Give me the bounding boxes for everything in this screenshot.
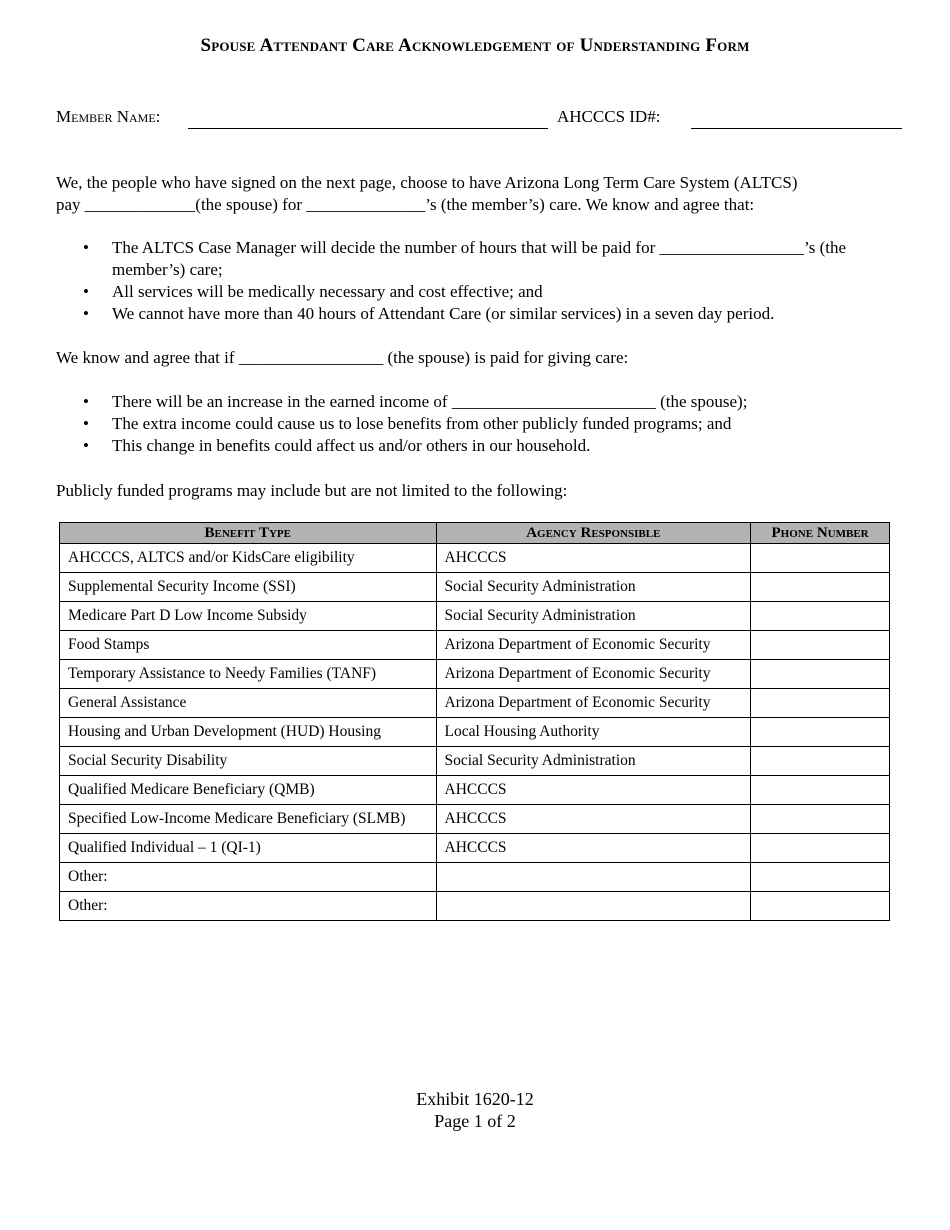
consequence-list [56,391,896,457]
benefit-type-cell: Supplemental Security Income (SSI) [60,573,437,602]
exhibit-number: Exhibit 1620-12 [416,1089,534,1109]
agency-cell: Local Housing Authority [436,718,751,747]
phone-cell[interactable] [751,747,890,776]
agency-cell: Arizona Department of Economic Security [436,660,751,689]
list-item: • This change in benefits could affect us and/or others in our household. [56,435,896,457]
table-row [60,660,890,689]
header-agency-responsible: Agency Responsible [436,523,751,544]
list-item: • The ALTCS Case Manager will decide the number of hours that will be paid for _________________’s (the member’s) care; [56,237,896,281]
benefit-type-cell: Medicare Part D Low Income Subsidy [60,602,437,631]
page-title: Spouse Attendant Care Acknowledgement of Understanding Form [200,35,750,56]
agency-cell: Social Security Administration [436,602,751,631]
agency-cell: AHCCCS [436,544,751,573]
phone-cell[interactable] [751,544,890,573]
table-row [60,776,890,805]
table-row [60,863,890,892]
phone-cell[interactable] [751,776,890,805]
phone-cell[interactable] [751,631,890,660]
agency-cell: AHCCCS [436,776,751,805]
ahcccs-id-label: AHCCCS ID#: [557,107,661,126]
phone-cell[interactable] [751,863,890,892]
benefit-type-cell: Specified Low-Income Medicare Beneficiary (SLMB) [60,805,437,834]
benefit-type-cell: Qualified Individual – 1 (QI-1) [60,834,437,863]
intro-line-1: We, the people who have signed on the next page, choose to have Arizona Long Term Care System (ALTCS) [56,173,798,192]
agency-cell: AHCCCS [436,805,751,834]
phone-cell[interactable] [751,892,890,921]
list-item: • All services will be medically necessary and cost effective; and [56,281,896,303]
phone-cell[interactable] [751,834,890,863]
table-row [60,689,890,718]
agreement-list [56,237,896,325]
agency-cell: Social Security Administration [436,573,751,602]
header-phone-number: Phone Number [751,523,890,544]
list-item: • The extra income could cause us to lose benefits from other publicly funded programs; and [56,413,896,435]
table-row [60,892,890,921]
benefit-type-cell[interactable]: Other: [60,892,437,921]
benefit-type-cell[interactable]: Other: [60,863,437,892]
agency-cell: AHCCCS [436,834,751,863]
agency-cell[interactable] [436,892,751,921]
ahcccs-id-field[interactable] [691,128,902,129]
phone-cell[interactable] [751,573,890,602]
member-name-field[interactable] [188,128,548,129]
benefit-type-cell: Qualified Medicare Beneficiary (QMB) [60,776,437,805]
phone-cell[interactable] [751,718,890,747]
table-row [60,602,890,631]
table-row [60,544,890,573]
benefit-type-cell: Temporary Assistance to Needy Families (TANF) [60,660,437,689]
footer [0,1088,950,1132]
table-row [60,573,890,602]
know-agree-paragraph: We know and agree that if _________________ (the spouse) is paid for giving care: [56,348,629,367]
benefit-type-cell: General Assistance [60,689,437,718]
list-item: • There will be an increase in the earned income of ________________________ (the spouse); [56,391,896,413]
member-name-label: Member Name: [56,107,161,126]
table-row [60,747,890,776]
agency-cell: Social Security Administration [436,747,751,776]
agency-cell: Arizona Department of Economic Security [436,689,751,718]
table-row [60,834,890,863]
header-benefit-type: Benefit Type [60,523,437,544]
table-row [60,718,890,747]
table-row [60,805,890,834]
intro-line-2: pay _____________(the spouse) for ______________’s (the member’s) care. We know and agree that: [56,195,755,214]
phone-cell[interactable] [751,689,890,718]
table-row [60,631,890,660]
benefit-type-cell: Housing and Urban Development (HUD) Housing [60,718,437,747]
programs-intro: Publicly funded programs may include but are not limited to the following: [56,481,568,500]
phone-cell[interactable] [751,660,890,689]
benefit-type-cell: AHCCCS, ALTCS and/or KidsCare eligibility [60,544,437,573]
benefits-table [59,522,890,921]
phone-cell[interactable] [751,805,890,834]
member-info-row [56,104,906,134]
page-number: Page 1 of 2 [434,1111,516,1131]
list-item: • We cannot have more than 40 hours of Attendant Care (or similar services) in a seven day period. [56,303,896,325]
agency-cell: Arizona Department of Economic Security [436,631,751,660]
agency-cell[interactable] [436,863,751,892]
benefit-type-cell: Social Security Disability [60,747,437,776]
intro-paragraph [56,172,896,216]
phone-cell[interactable] [751,602,890,631]
table-header-row [60,523,890,544]
benefit-type-cell: Food Stamps [60,631,437,660]
